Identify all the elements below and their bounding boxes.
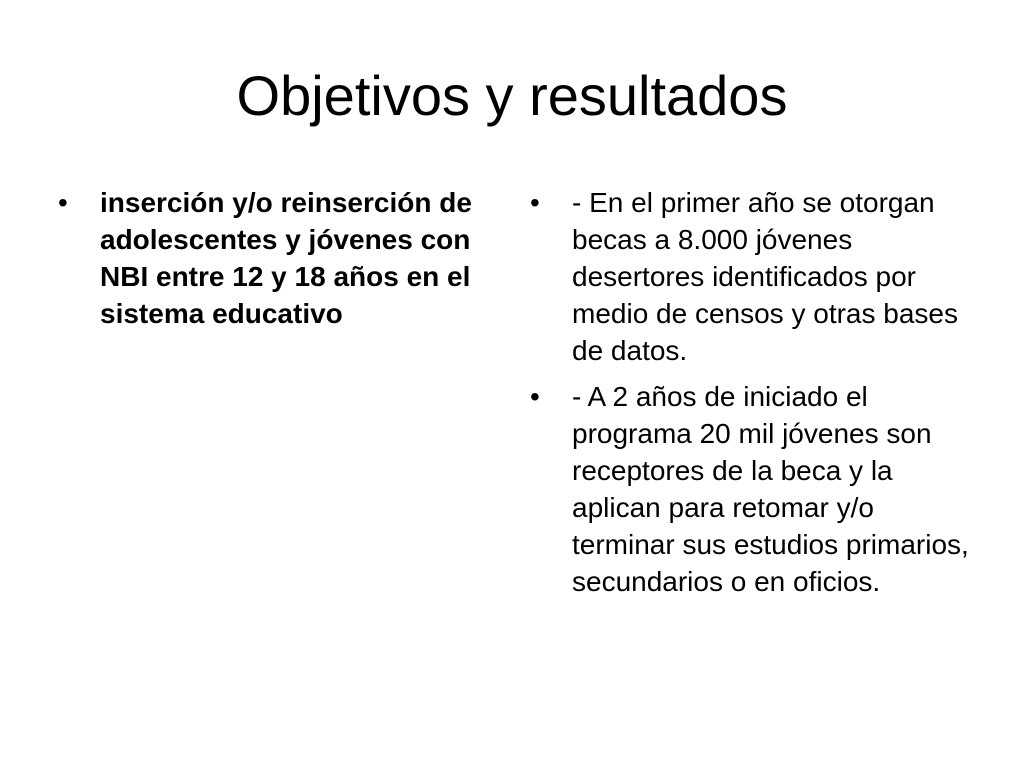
- right-bullet-item: [530, 378, 975, 600]
- bullet-icon: •: [58, 187, 68, 218]
- right-bullet-item: [530, 184, 975, 369]
- bullet-icon: •: [530, 187, 540, 218]
- right-bullet-text: - En el primer año se otorgan becas a 8.000 jóvenes desertores identificados por medio de censos y otras bases de datos.: [572, 187, 958, 366]
- left-bullet-text: inserción y/o reinserción de adolescentes y jóvenes con NBI entre 12 y 18 años en el sistema educativo: [100, 187, 472, 329]
- bullet-icon: •: [530, 381, 540, 412]
- right-column: [530, 184, 975, 609]
- left-bullet-item: [58, 184, 498, 332]
- left-column: [58, 184, 498, 341]
- right-bullet-text: - A 2 años de iniciado el programa 20 mil jóvenes son receptores de la beca y la aplican para retomar y/o terminar sus estudios primarios, secundarios o en oficios.: [572, 381, 969, 597]
- slide-title: Objetivos y resultados: [236, 64, 788, 127]
